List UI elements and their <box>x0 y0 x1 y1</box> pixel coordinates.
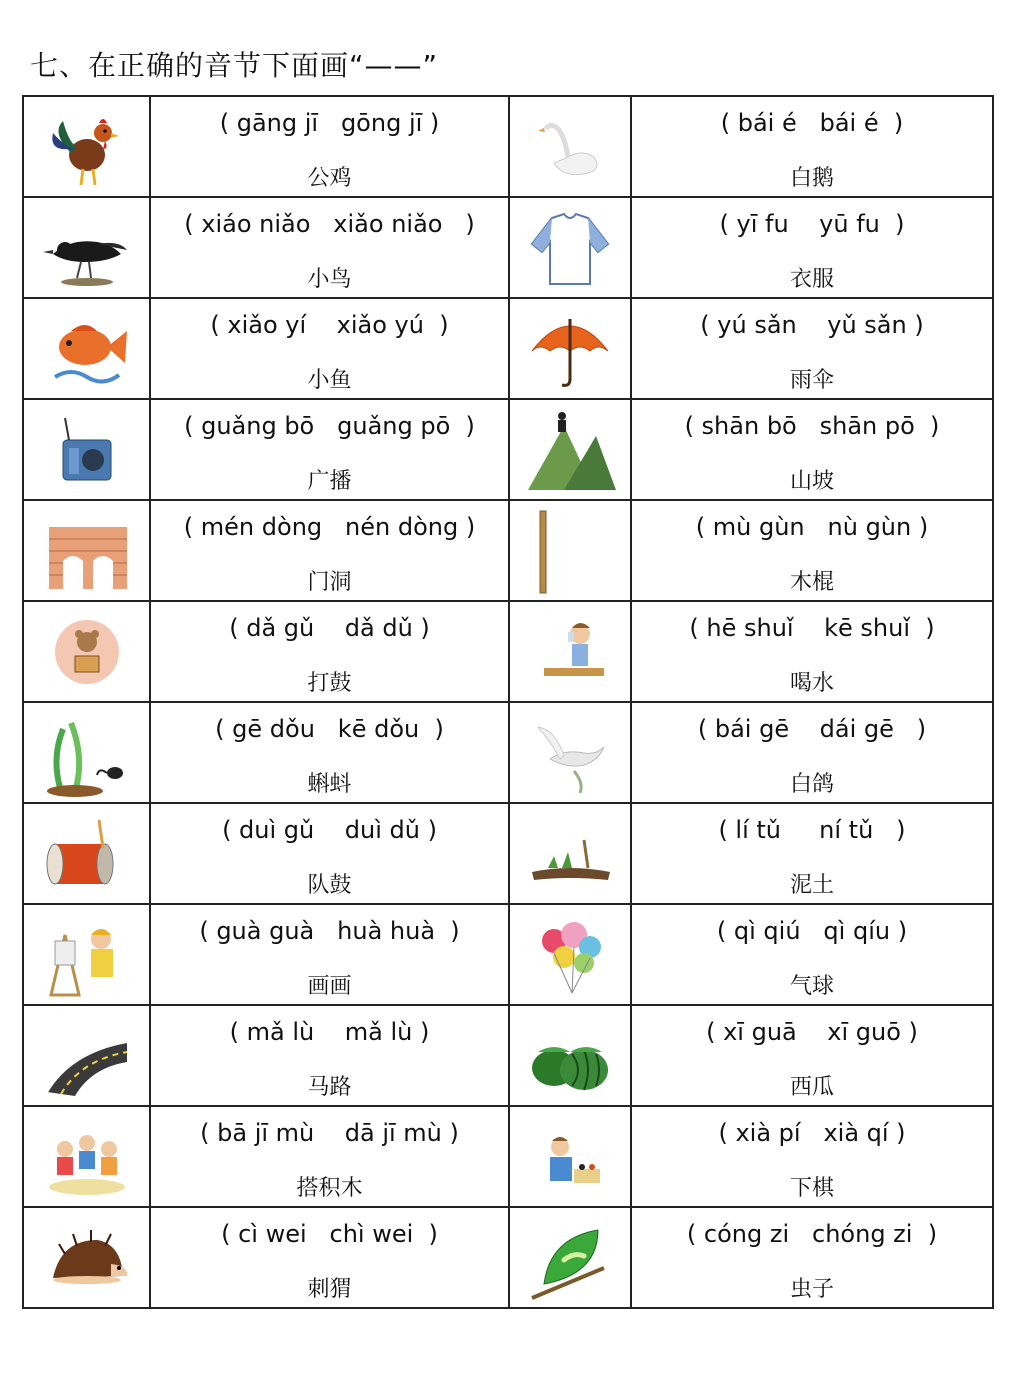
left-answer-cell <box>150 1207 509 1308</box>
hill-icon <box>510 400 630 499</box>
pinyin-options[interactable]: ( cóng zi chóng zi ) <box>686 1220 938 1248</box>
right-answer-cell <box>631 702 993 803</box>
hanzi-word: 山坡 <box>789 469 834 494</box>
painter-icon <box>24 905 149 1004</box>
pinyin-options[interactable]: ( bái é bái é ) <box>720 109 904 137</box>
hanzi-word: 木棍 <box>789 570 834 595</box>
right-answer-cell <box>631 1106 993 1207</box>
pinyin-options[interactable]: ( lí tǔ ní tǔ ) <box>718 816 906 844</box>
hanzi-word: 虫子 <box>789 1277 834 1302</box>
crow-icon <box>24 198 149 297</box>
hanzi-word: 马路 <box>307 1075 352 1100</box>
left-picture-cell <box>23 803 150 904</box>
page-title: 七、在正确的音节下面画“——” <box>30 49 439 82</box>
left-answer-cell <box>150 96 509 197</box>
right-answer-cell <box>631 904 993 1005</box>
exercise-row <box>23 1207 993 1308</box>
swan-icon <box>510 97 630 196</box>
right-answer-cell <box>631 96 993 197</box>
hanzi-word: 画画 <box>307 974 352 999</box>
pinyin-options[interactable]: ( duì gǔ duì dǔ ) <box>222 816 437 844</box>
right-picture-cell <box>509 96 631 197</box>
brick-gate-icon <box>24 501 149 600</box>
exercise-row <box>23 702 993 803</box>
right-picture-cell <box>509 904 631 1005</box>
exercise-table <box>22 95 994 1309</box>
hanzi-word: 队鼓 <box>307 873 352 898</box>
right-picture-cell <box>509 601 631 702</box>
left-picture-cell <box>23 197 150 298</box>
hanzi-word: 小鸟 <box>307 267 352 292</box>
pinyin-options[interactable]: ( shān bō shān pō ) <box>684 412 940 440</box>
right-answer-cell <box>631 399 993 500</box>
balloons-icon <box>510 905 630 1004</box>
left-picture-cell <box>23 1005 150 1106</box>
exercise-row <box>23 1106 993 1207</box>
hanzi-word: 白鸽 <box>789 772 834 797</box>
bear-drum-icon <box>24 602 149 701</box>
hanzi-word: 公鸡 <box>307 166 352 191</box>
pinyin-options[interactable]: ( mén dòng nén dòng ) <box>183 513 476 541</box>
child-drinking-icon <box>510 602 630 701</box>
hanzi-word: 泥土 <box>789 873 834 898</box>
right-answer-cell <box>631 601 993 702</box>
right-picture-cell <box>509 1207 631 1308</box>
left-answer-cell <box>150 1005 509 1106</box>
right-picture-cell <box>509 1005 631 1106</box>
left-picture-cell <box>23 702 150 803</box>
exercise-row <box>23 197 993 298</box>
exercise-row <box>23 298 993 399</box>
hanzi-word: 衣服 <box>789 267 834 292</box>
children-blocks-icon <box>24 1107 149 1206</box>
pinyin-options[interactable]: ( xiǎo yí xiǎo yú ) <box>210 311 449 339</box>
hanzi-word: 蝌蚪 <box>307 772 352 797</box>
hanzi-word: 小鱼 <box>307 368 352 393</box>
radio-icon <box>24 400 149 499</box>
left-picture-cell <box>23 1207 150 1308</box>
chess-player-icon <box>510 1107 630 1206</box>
left-answer-cell <box>150 1106 509 1207</box>
right-picture-cell <box>509 197 631 298</box>
pinyin-options[interactable]: ( xià pí xià qí ) <box>718 1119 906 1147</box>
caterpillar-leaf-icon <box>510 1208 630 1307</box>
hanzi-word: 刺猬 <box>307 1277 352 1302</box>
hanzi-word: 广播 <box>307 469 352 494</box>
exercise-row <box>23 399 993 500</box>
soil-icon <box>510 804 630 903</box>
pinyin-options[interactable]: ( mù gùn nù gùn ) <box>695 513 929 541</box>
pinyin-options[interactable]: ( dǎ gǔ dǎ dǔ ) <box>229 614 430 642</box>
hanzi-word: 气球 <box>789 974 834 999</box>
right-answer-cell <box>631 197 993 298</box>
left-picture-cell <box>23 1106 150 1207</box>
pinyin-options[interactable]: ( hē shuǐ kē shuǐ ) <box>689 614 935 642</box>
pinyin-options[interactable]: ( gē dǒu kē dǒu ) <box>215 715 444 743</box>
hanzi-word: 喝水 <box>789 671 834 696</box>
pinyin-options[interactable]: ( guà guà huà huà ) <box>199 917 460 945</box>
hedgehog-icon <box>24 1208 149 1307</box>
watermelon-icon <box>510 1006 630 1105</box>
pinyin-options[interactable]: ( yī fu yū fu ) <box>719 210 905 238</box>
right-picture-cell <box>509 1106 631 1207</box>
pinyin-options[interactable]: ( bái gē dái gē ) <box>697 715 927 743</box>
hanzi-word: 白鹅 <box>789 166 834 191</box>
left-answer-cell <box>150 399 509 500</box>
hanzi-word: 下棋 <box>789 1176 834 1201</box>
exercise-row <box>23 803 993 904</box>
fish-icon <box>24 299 149 398</box>
pinyin-options[interactable]: ( cì wei chì wei ) <box>221 1220 438 1248</box>
exercise-row <box>23 1005 993 1106</box>
pinyin-options[interactable]: ( gāng jī gōng jī ) <box>219 109 440 137</box>
pinyin-options[interactable]: ( guǎng bō guǎng pō ) <box>184 412 475 440</box>
left-answer-cell <box>150 500 509 601</box>
hanzi-word: 雨伞 <box>789 368 834 393</box>
exercise-row <box>23 96 993 197</box>
right-picture-cell <box>509 702 631 803</box>
tadpole-icon <box>24 703 149 802</box>
right-answer-cell <box>631 803 993 904</box>
left-picture-cell <box>23 601 150 702</box>
shirt-icon <box>510 198 630 297</box>
right-picture-cell <box>509 500 631 601</box>
left-answer-cell <box>150 197 509 298</box>
pinyin-options[interactable]: ( qì qiú qì qíu ) <box>716 917 908 945</box>
right-picture-cell <box>509 803 631 904</box>
right-answer-cell <box>631 500 993 601</box>
pinyin-options[interactable]: ( mǎ lù mǎ lù ) <box>229 1018 430 1046</box>
dove-icon <box>510 703 630 802</box>
hanzi-word: 西瓜 <box>789 1075 834 1100</box>
left-picture-cell <box>23 500 150 601</box>
right-answer-cell <box>631 1207 993 1308</box>
exercise-row <box>23 904 993 1005</box>
right-picture-cell <box>509 399 631 500</box>
left-picture-cell <box>23 904 150 1005</box>
road-icon <box>24 1006 149 1105</box>
stick-icon <box>510 501 630 600</box>
right-answer-cell <box>631 298 993 399</box>
hanzi-word: 打鼓 <box>307 671 352 696</box>
left-picture-cell <box>23 399 150 500</box>
left-picture-cell <box>23 96 150 197</box>
hanzi-word: 门洞 <box>307 570 352 595</box>
umbrella-icon <box>510 299 630 398</box>
left-answer-cell <box>150 904 509 1005</box>
left-picture-cell <box>23 298 150 399</box>
exercise-row <box>23 500 993 601</box>
right-answer-cell <box>631 1005 993 1106</box>
pinyin-options[interactable]: ( yú sǎn yǔ sǎn ) <box>700 311 924 339</box>
pinyin-options[interactable]: ( bā jī mù dā jī mù ) <box>200 1119 459 1147</box>
pinyin-options[interactable]: ( xī guā xī guō ) <box>706 1018 918 1046</box>
pinyin-options[interactable]: ( xiáo niǎo xiǎo niǎo ) <box>184 210 475 238</box>
drum-icon <box>24 804 149 903</box>
exercise-row <box>23 601 993 702</box>
hanzi-word: 搭积木 <box>296 1176 363 1201</box>
left-answer-cell <box>150 702 509 803</box>
left-answer-cell <box>150 298 509 399</box>
left-answer-cell <box>150 803 509 904</box>
rooster-icon <box>24 97 149 196</box>
right-picture-cell <box>509 298 631 399</box>
left-answer-cell <box>150 601 509 702</box>
